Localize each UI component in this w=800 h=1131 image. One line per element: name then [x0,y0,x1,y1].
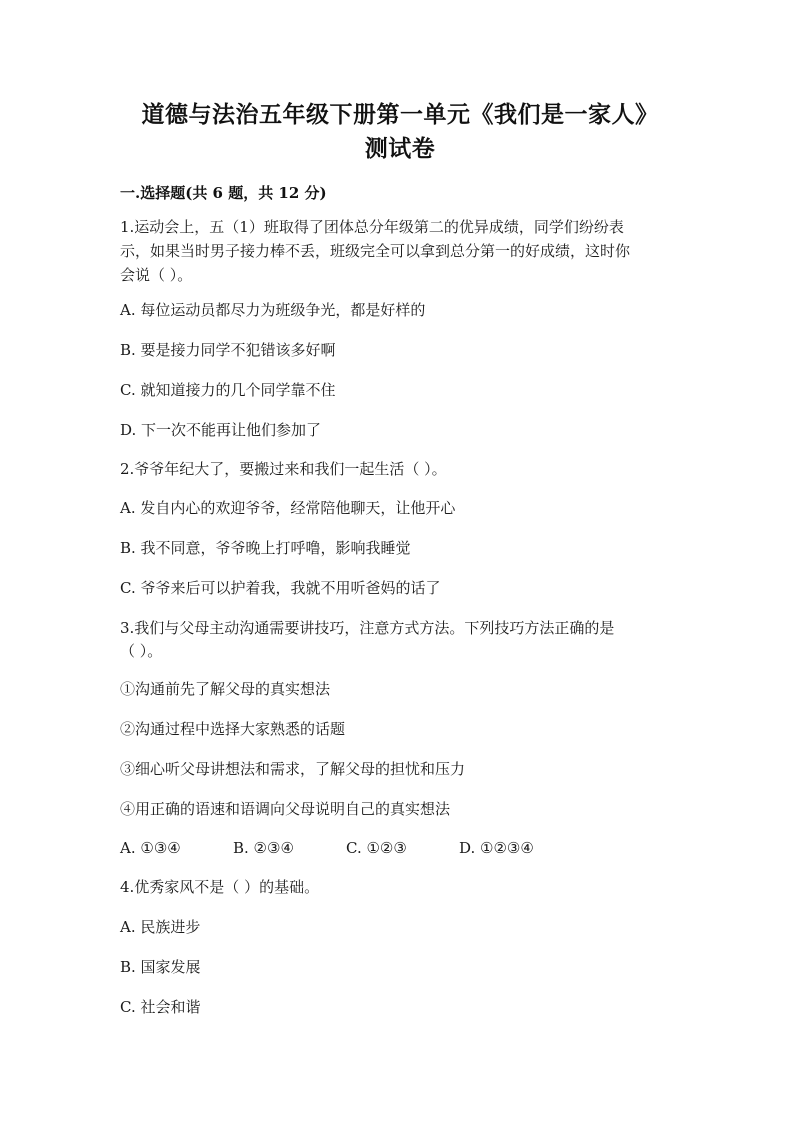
statement-item: ②沟通过程中选择大家熟悉的话题 [120,720,346,738]
section-header: 一.选择题(共 6 题，共 12 分) [120,184,327,202]
option-c: C. 就知道接力的几个同学靠不住 [120,381,336,399]
statement-item: ④用正确的语速和语调向父母说明自己的真实想法 [120,800,451,818]
option-c: C. 社会和谐 [120,998,201,1016]
question-stem-line: （ ）。 [120,642,163,660]
option-b: B. 要是接力同学不犯错该多好啊 [120,341,336,359]
question-stem-line: 1.运动会上，五（1）班取得了团体总分年级第二的优异成绩，同学们纷纷表 [120,218,624,236]
document-title-line1: 道德与法治五年级下册第一单元《我们是一家人》 [141,101,659,128]
option-a: A. ①③④ [120,839,181,857]
question-stem-line: 会说（ ）。 [120,266,193,284]
question-stem-line: 4.优秀家风不是（ ）的基础。 [120,878,320,896]
option-d: D. 下一次不能再让他们参加了 [120,421,322,439]
option-c: C. ①②③ [346,839,407,857]
document-title-line2: 测试卷 [364,135,436,162]
option-a: A. 民族进步 [120,918,201,936]
option-c: C. 爷爷来后可以护着我，我就不用听爸妈的话了 [120,579,441,597]
question-stem-line: 示，如果当时男子接力棒不丢，班级完全可以拿到总分第一的好成绩，这时你 [120,242,631,260]
statement-item: ③细心听父母讲想法和需求，了解父母的担忧和压力 [120,760,466,778]
option-b: B. 国家发展 [120,958,201,976]
option-b: B. ②③④ [233,839,294,857]
statement-item: ①沟通前先了解父母的真实想法 [120,680,331,698]
option-d: D. ①②③④ [459,839,534,857]
question-stem-line: 3.我们与父母主动沟通需要讲技巧，注意方式方法。下列技巧方法正确的是 [120,619,615,637]
option-b: B. 我不同意，爷爷晚上打呼噜，影响我睡觉 [120,539,411,557]
option-a: A. 每位运动员都尽力为班级争光，都是好样的 [120,301,426,319]
question-stem-line: 2.爷爷年纪大了，要搬过来和我们一起生活（ ）。 [120,460,447,478]
option-a: A. 发自内心的欢迎爷爷，经常陪他聊天，让他开心 [120,499,456,517]
